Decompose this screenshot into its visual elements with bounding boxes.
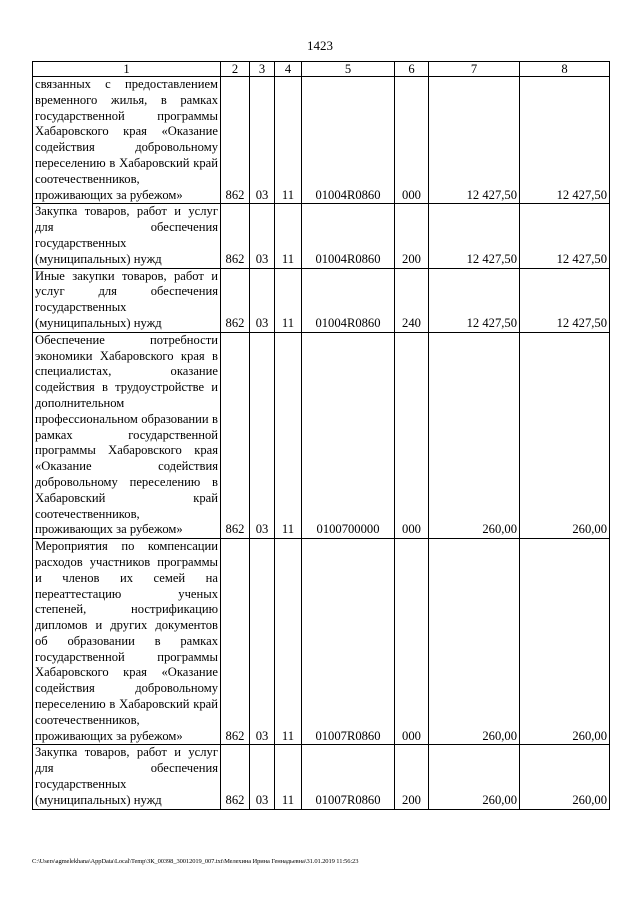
table-row xyxy=(33,77,610,204)
ministry-code: 862 xyxy=(221,204,250,268)
section-code: 03 xyxy=(250,539,275,745)
target-article-code: 01004R0860 xyxy=(302,204,395,268)
header-row xyxy=(33,62,610,77)
target-article-code: 01007R0860 xyxy=(302,539,395,745)
table-row xyxy=(33,745,610,809)
expense-type-code: 000 xyxy=(395,539,429,745)
target-article-code: 01007R0860 xyxy=(302,745,395,809)
budget-table xyxy=(32,61,610,810)
target-article-code: 0100700000 xyxy=(302,332,395,538)
page-number: 1423 xyxy=(307,38,333,53)
amount-col-7: 260,00 xyxy=(429,745,520,809)
subsection-code: 11 xyxy=(275,204,302,268)
row-description: Обеспечение потребности экономики Хабаровского края в специалистах, оказание содействия в трудоустройстве и дополнительном профессиональном образовании в рамках государственной программы Хабаровского края «Оказание содействия добровольному переселению в Хабаровский край соотечественников, проживающих за рубежом» xyxy=(33,332,221,538)
ministry-code: 862 xyxy=(221,77,250,204)
subsection-code: 11 xyxy=(275,77,302,204)
amount-col-8: 260,00 xyxy=(520,332,610,538)
row-description: Иные закупки товаров, работ и услуг для обеспечения государственных (муниципальных) нужд xyxy=(33,268,221,332)
section-code: 03 xyxy=(250,204,275,268)
row-description: Закупка товаров, работ и услуг для обеспечения государственных (муниципальных) нужд xyxy=(33,204,221,268)
subsection-code: 11 xyxy=(275,332,302,538)
amount-col-8: 12 427,50 xyxy=(520,77,610,204)
section-code: 03 xyxy=(250,268,275,332)
row-description: Мероприятия по компенсации расходов участников программы и членов их семей на переаттестацию ученых степеней, нострификацию дипломов и других документов об образовании в рамках государственной программы Хабаровского края «Оказание содействия добровольному переселению в Хабаровский край соотечественников, проживающих за рубежом» xyxy=(33,539,221,745)
expense-type-code: 000 xyxy=(395,332,429,538)
amount-col-8: 260,00 xyxy=(520,745,610,809)
amount-col-8: 12 427,50 xyxy=(520,268,610,332)
table-row xyxy=(33,204,610,268)
expense-type-code: 000 xyxy=(395,77,429,204)
header-col-2: 2 xyxy=(221,62,250,77)
row-description: Закупка товаров, работ и услуг для обеспечения государственных (муниципальных) нужд xyxy=(33,745,221,809)
table-row xyxy=(33,539,610,745)
amount-col-7: 12 427,50 xyxy=(429,77,520,204)
subsection-code: 11 xyxy=(275,268,302,332)
header-col-6: 6 xyxy=(395,62,429,77)
file-path-footer: C:\Users\agmelekhana\AppData\Local\Temp\ЗК_00398_30012019_007.txt\Мелехина Ирина Геннадьевна\31.01.2019 11:56:23 xyxy=(32,858,359,865)
amount-col-7: 260,00 xyxy=(429,332,520,538)
subsection-code: 11 xyxy=(275,745,302,809)
expense-type-code: 240 xyxy=(395,268,429,332)
target-article-code: 01004R0860 xyxy=(302,268,395,332)
table-row xyxy=(33,268,610,332)
header-col-3: 3 xyxy=(250,62,275,77)
ministry-code: 862 xyxy=(221,268,250,332)
amount-col-7: 12 427,50 xyxy=(429,268,520,332)
amount-col-8: 12 427,50 xyxy=(520,204,610,268)
amount-col-7: 12 427,50 xyxy=(429,204,520,268)
amount-col-8: 260,00 xyxy=(520,539,610,745)
header-col-4: 4 xyxy=(275,62,302,77)
subsection-code: 11 xyxy=(275,539,302,745)
target-article-code: 01004R0860 xyxy=(302,77,395,204)
ministry-code: 862 xyxy=(221,332,250,538)
header-col-5: 5 xyxy=(302,62,395,77)
section-code: 03 xyxy=(250,745,275,809)
table-row xyxy=(33,332,610,538)
section-code: 03 xyxy=(250,77,275,204)
section-code: 03 xyxy=(250,332,275,538)
ministry-code: 862 xyxy=(221,745,250,809)
header-col-8: 8 xyxy=(520,62,610,77)
expense-type-code: 200 xyxy=(395,745,429,809)
ministry-code: 862 xyxy=(221,539,250,745)
expense-type-code: 200 xyxy=(395,204,429,268)
row-description: связанных с предоставлением временного жилья, в рамках государственной программы Хабаровского края «Оказание содействия добровольному переселению в Хабаровский край соотечественников, проживающих за рубежом» xyxy=(33,77,221,204)
amount-col-7: 260,00 xyxy=(429,539,520,745)
header-col-7: 7 xyxy=(429,62,520,77)
header-col-1: 1 xyxy=(33,62,221,77)
